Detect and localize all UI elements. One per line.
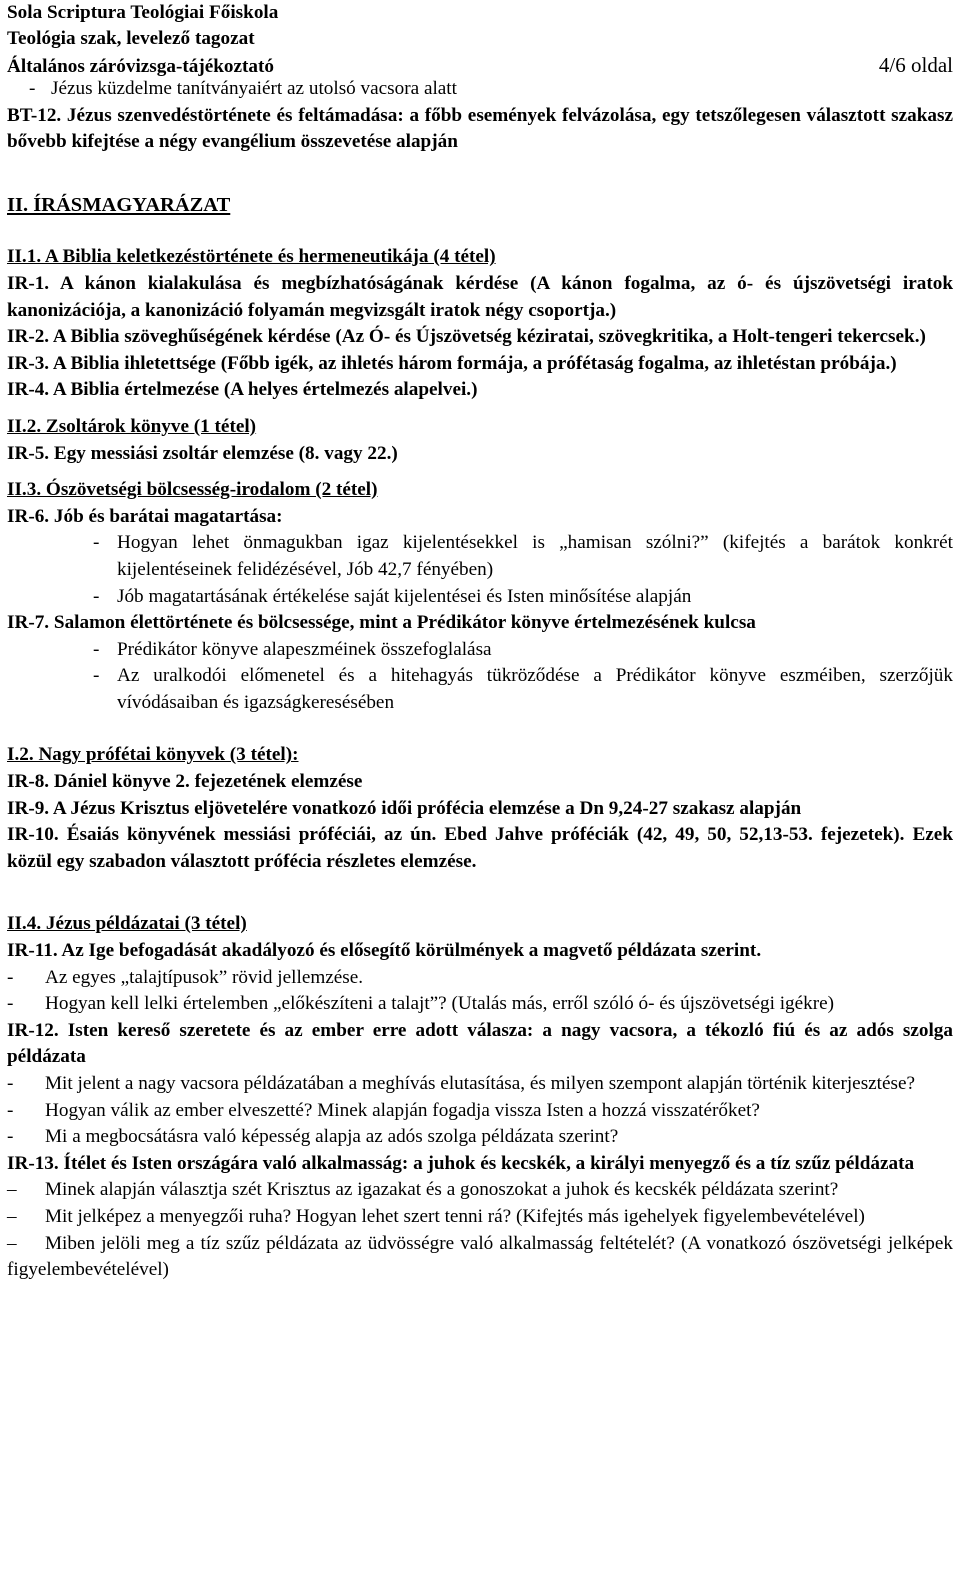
exam-topic: IR-7. Salamon élettörténete és bölcsessége, mint a Prédikátor könyve értelmezésének kulcsa [7, 612, 756, 634]
list-item-text: Mit jelent a nagy vacsora példázatában a meghívás elutasítása, és milyen szempont alapján történik kiterjesztése? [45, 1073, 916, 1094]
list-item-text: Mi a megbocsátásra való képesség alapja az adós szolga példázata szerint? [45, 1126, 619, 1148]
exam-topic: IR-5. Egy messiási zsoltár elemzése (8. vagy 22.) [7, 442, 398, 464]
bullet-marker: – [7, 1232, 17, 1254]
bullet-marker: – [7, 1205, 17, 1227]
topic-code: IR-1. [7, 272, 50, 294]
subsection-heading: II.4. Jézus példázatai (3 tétel) [7, 913, 247, 935]
exam-topic [7, 271, 953, 324]
bullet-marker: – [7, 1179, 17, 1201]
subsection-heading: II.2. Zsoltárok könyve (1 tétel) [7, 415, 257, 437]
list-item-text: Az uralkodói előmenetel és a hitehagyás tükröződése a Prédikátor könyve eszméiben, szerzőjük vívódásaiban és igazságkeresésében [117, 665, 953, 713]
list-item [7, 584, 953, 611]
list-item [7, 637, 953, 664]
bullet-marker: - [93, 638, 100, 660]
list-item [7, 663, 953, 716]
bullet-marker: - [7, 1126, 14, 1148]
list-item-text: Jób magatartásának értékelése saját kijelentései és Isten minősítése alapján [117, 585, 692, 607]
exam-topic: IR-11. Az Ige befogadását akadályozó és elősegítő körülmények a magvető példázata szerint. [7, 940, 762, 962]
topic-code: IR-3. [7, 352, 50, 374]
program-name: Teológia szak, levelező tagozat [7, 28, 255, 49]
list-item-text: Hogyan lehet önmagukban igaz kijelentésekkel is „hamisan szólni?” (kifejtés a barátok konkrét kijelentéseinek felidézésével, Jób 42,7 fényében) [117, 532, 953, 580]
list-item-text: Hogyan válik az ember elveszetté? Minek alapján fogadja vissza Isten a hozzá visszatérőket? [45, 1099, 760, 1121]
topic-text: A kánon kialakulása és megbízhatóságának kérdése (A kánon fogalma, az ó- és újszövetségi iratok kanonizációja, a kanonizáció folyamán megvizsgált iratok négy csoportja.) [7, 272, 953, 321]
bullet-marker: - [93, 532, 100, 554]
exam-topic: IR-9. A Jézus Krisztus eljövetelére vonatkozó idői prófécia elemzése a Dn 9,24-27 szakasz alapján [7, 797, 802, 819]
subsection-heading: I.2. Nagy prófétai könyvek (3 tétel): [7, 744, 299, 766]
list-item [7, 530, 953, 583]
list-item-text: Mit jelképez a menyegzői ruha? Hogyan lehet szert tenni rá? (Kifejtés más igehelyek figyelembevételével) [45, 1205, 865, 1227]
list-item [7, 1177, 953, 1204]
school-name: Sola Scriptura Teológiai Főiskola [7, 2, 279, 23]
exam-topic: IR-12. Isten kereső szeretete és az ember erre adott válasza: a nagy vacsora, a tékozló fiú és az adós szolga példázata [7, 1019, 953, 1068]
bullet-marker: - [93, 585, 100, 607]
list-item-text: Prédikátor könyve alapeszméinek összefoglalása [117, 638, 492, 660]
page-number: 4/6 oldal [878, 53, 953, 77]
exam-topic [7, 351, 953, 378]
topic-text: A Biblia értelmezése (A helyes értelmezés alapelvei.) [52, 379, 478, 401]
bullet-marker: - [93, 665, 100, 687]
topic-code: IR-2. [7, 326, 50, 348]
bullet-marker: - [7, 966, 14, 988]
topic-code: IR-4. [7, 379, 50, 401]
exam-topic [7, 377, 953, 404]
list-item-text: Az egyes „talajtípusok” rövid jellemzése. [45, 966, 364, 988]
section-heading: II. ÍRÁSMAGYARÁZAT [7, 193, 231, 216]
list-item [7, 1124, 953, 1151]
exam-topic: IR-6. Jób és barátai magatartása: [7, 505, 283, 527]
list-item [7, 1231, 953, 1284]
bullet-marker: - [7, 1099, 14, 1121]
list-item-text: Minek alapján választja szét Krisztus az igazakat és a gonoszokat a juhok és kecskék példázata szerint? [45, 1179, 839, 1201]
list-item [7, 76, 953, 103]
topic-text: A Biblia ihletettsége (Főbb igék, az ihletés három formája, a prófétaság fogalma, az ihletéstan próbája.) [52, 352, 897, 374]
list-item-text: Hogyan kell lelki értelemben „előkészíteni a talajt”? (Utalás más, erről szóló ó- és újszövetségi igékre) [45, 993, 835, 1015]
bullet-marker: - [7, 1073, 14, 1094]
bullet-marker: - [7, 993, 14, 1015]
list-item [7, 1071, 953, 1098]
topic-text: A Biblia szöveghűségének kérdése (Az Ó- és Újszövetség kéziratai, szövegkritika, a Holt-tengeri tekercsek.) [52, 326, 926, 348]
list-item-text: Miben jelöli meg a tíz szűz példázata az üdvösségre való alkalmasság feltételét? (A vonatkozó ószövetségi jelképek figyelembevételével) [7, 1232, 953, 1281]
exam-topic-bt12: BT-12. Jézus szenvedéstörténete és feltámadása: a főbb események felvázolása, egy tetszőlegesen választott szakasz bővebb kifejtése a négy evangélium összevetése alapján [7, 104, 953, 153]
list-item [7, 1204, 953, 1231]
bullet-marker: - [29, 78, 36, 99]
subsection-heading: II.1. A Biblia keletkezéstörténete és hermeneutikája (4 tétel) [7, 246, 496, 268]
list-item [7, 965, 953, 992]
exam-topic: IR-10. Ésaiás könyvének messiási próféciái, az ún. Ebed Jahve próféciák (42, 49, 50, 52,13-53. fejezetek). Ezek közül egy szabadon választott prófécia részletes elemzése. [7, 824, 953, 872]
subsection-heading: II.3. Ószövetségi bölcsesség-irodalom (2 tétel) [7, 479, 378, 501]
exam-topic: IR-8. Dániel könyve 2. fejezetének elemzése [7, 771, 363, 793]
list-item-text: Jézus küzdelme tanítványaiért az utolsó vacsora alatt [51, 78, 457, 99]
document-title: Általános záróvizsga-tájékoztató [7, 56, 274, 77]
exam-topic [7, 324, 953, 351]
list-item [7, 991, 953, 1018]
list-item [7, 1098, 953, 1125]
page-header [7, 0, 953, 80]
exam-topic: IR-13. Ítélet és Isten országára való alkalmasság: a juhok és kecskék, a királyi menyegző és a tíz szűz példázata [7, 1152, 915, 1174]
